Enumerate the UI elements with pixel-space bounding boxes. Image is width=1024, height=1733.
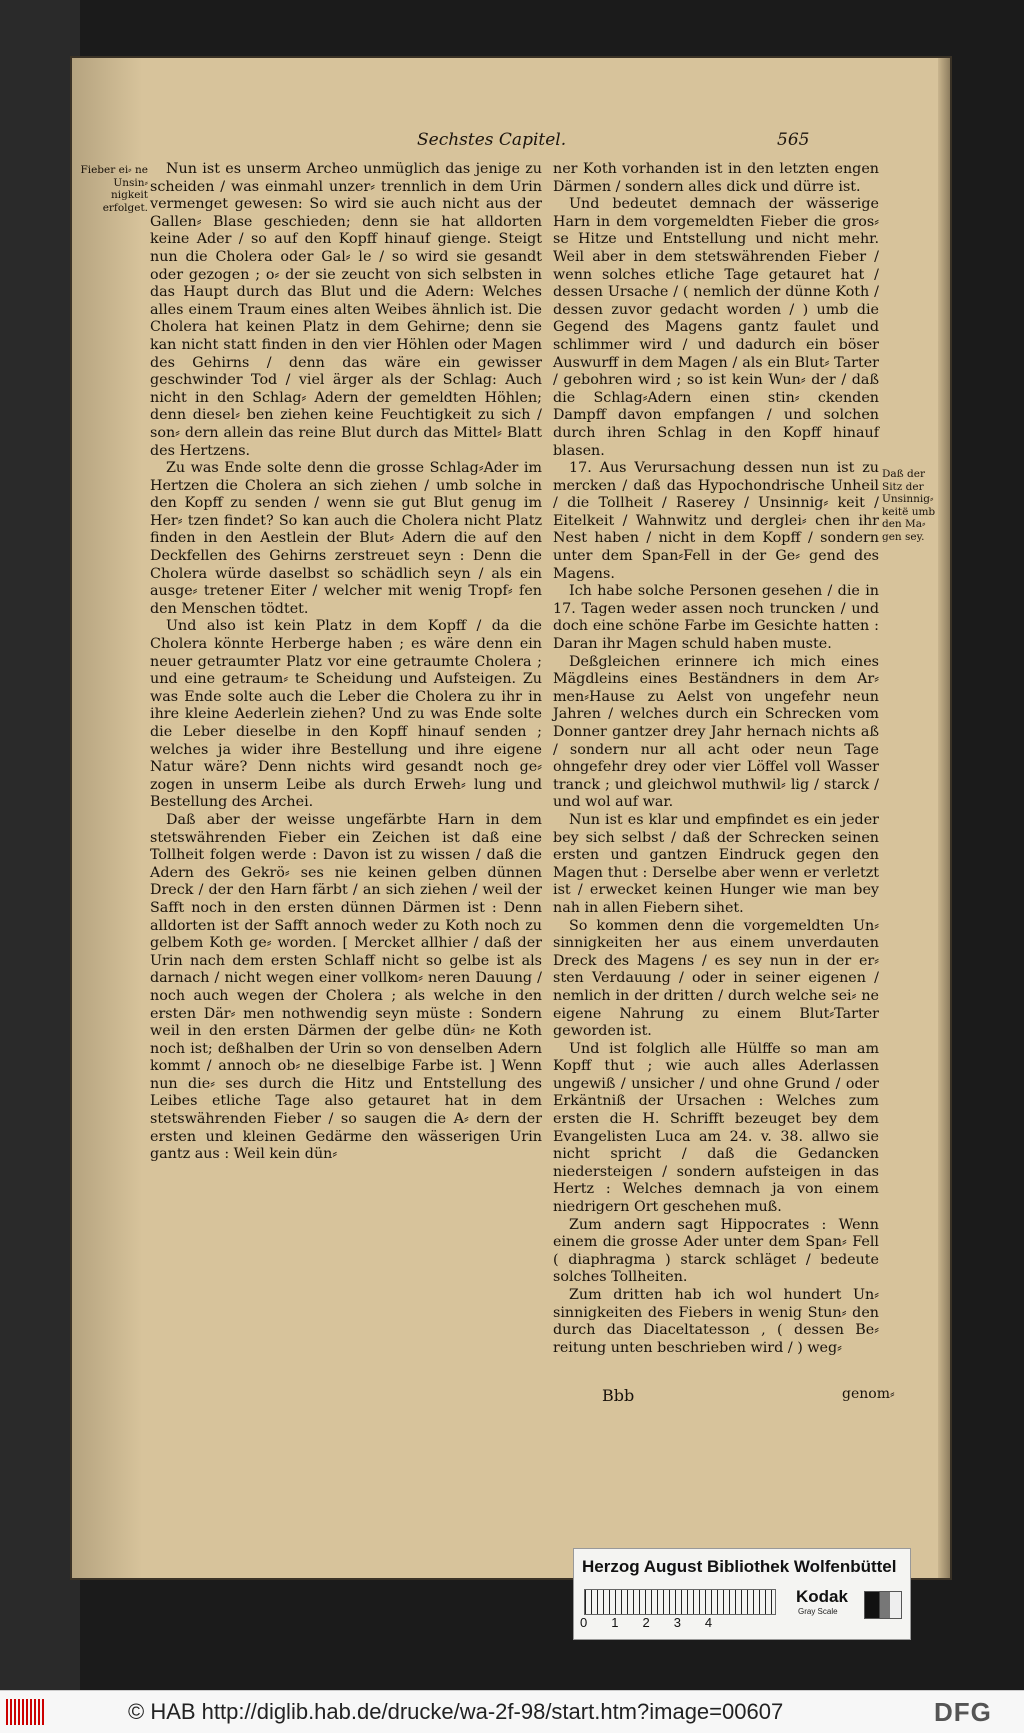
- paragraph: 17. Aus Verursachung dessen nun ist zu mercken / daß das Hypochondrische Unheil / die Tollheit / Raserey / Unsinnig⸗ keit / Eitelkeit / Wahnwitz und derglei⸗ chen ihr Nest haben / nicht in dem Kopff / sondern unter dem Span⸗Fell in der Ge⸗ gend des Magens.: [553, 460, 879, 582]
- signature-mark: Bbb: [602, 1386, 635, 1405]
- ruler-scale: [584, 1589, 776, 1615]
- footer-bar: [0, 1690, 1024, 1733]
- paragraph: Nun ist es klar und empfindet es ein jeder bey sich selbst / daß der Schrecken seinen ersten und gantzen Eindruck gegen den Magen thut : Derselbe aber wenn er verletzt ist / erwecket keinen Hunger wie man bey nah in allen Fiebern sihet.: [553, 811, 879, 916]
- kodak-logo: Kodak: [796, 1587, 848, 1606]
- barcode-icon: [6, 1699, 46, 1725]
- library-color-card: [573, 1548, 911, 1640]
- paragraph: So kommen denn die vorgemeldten Un⸗ sinnigkeiten her aus einem unverdauten Dreck des Magens / es sey nun in der er⸗ sten Verdauung / oder in seiner eigenen / nemlich in der dritten / durch welche sei⸗ ne eigene Nahrung zu einem Blut⸗Tarter geworden ist.: [553, 917, 879, 1040]
- paragraph: Zum andern sagt Hippocrates : Wenn einem die grosse Ader unter dem Span⸗ Fell ( diaphragma ) starck schläget / bedeute solches Tollheiten.: [553, 1216, 879, 1286]
- paragraph: Zu was Ende solte denn die grosse Schlag⸗Ader im Hertzen die Cholera an sich ziehen / umb solche in den Kopff zu senden / wenn sie gut Blut genug im Her⸗ tzen findet? So kan auch die Cholera nicht Platz finden in den Aestlein der Blut⸗ Adern die auf den Deckfellen des Gehirns zerstreuet seyn : Denn die Cholera würde daselbst so schädlich seyn / als ein ausge⸗ tretener Eiter / welcher mit wenig Tropf⸗ fen den Menschen tödtet.: [150, 460, 542, 617]
- book-page: [72, 58, 950, 1578]
- paragraph: Zum dritten hab ich wol hundert Un⸗ sinnigkeiten des Fiebers in wenig Stun⸗ den durch das Diaceltatesson , ( dessen Be⸗ reitung unten beschrieben wird / ) weg⸗: [553, 1287, 879, 1356]
- paragraph: Ich habe solche Personen gesehen / die in 17. Tagen weder assen noch truncken / und doch eine schöne Farbe im Gesichte hatten : Daran ihr Magen schuld haben muste.: [553, 583, 879, 653]
- page-edge: [938, 58, 950, 1578]
- paragraph: Daß aber der weisse ungefärbte Harn in dem stetswährenden Fieber ein Zeichen ist daß eine Tollheit folgen werde : Davon ist zu wissen / daß die Adern des Gekrö⸗ ses nie keinen gelben dünnen Dreck / der den Harn färbt / an sich ziehen / weil der Safft noch in den ersten dünnen Därmen ist : Denn alldorten ist der Safft annoch weder zu Koth noch zu gelbem Koth ge⸗ worden. [ Mercket allhier / daß der Urin nach dem ersten Schlaff nicht so gelbe ist als darnach / nicht wegen einer vollkom⸗ neren Dauung / noch auch wegen der Cholera ; als welche in den ersten Där⸗ men nothwendig seyn müste : Sondern weil in den ersten Därmen der gelbe dün⸗ ne Koth noch ist; deßhalben der Urin so von denselben Adern kommt / annoch ob⸗ ne dieselbige Farbe ist. ] Wenn nun die⸗ ses durch die Hitz und Entstellung des Leibes etliche Tage also getauret hat in dem stetswährenden Fieber / so saugen die A⸗ dern der ersten und kleinen Gedärme den wässerigen Urin gantz aus : Weil kein dün⸗: [150, 811, 542, 1163]
- footer-citation-link[interactable]: © HAB http://diglib.hab.de/drucke/wa-2f-98/start.htm?image=00607: [128, 1699, 784, 1724]
- paragraph: Deßgleichen erinnere ich mich eines Mägdleins eines Beständners in dem Ar⸗ men⸗Hause zu Aelst von ungefehr neun Jahren / welches durch ein Schrecken vom Donner gantzer drey Jahr hernach nichts aß / sondern nur all acht oder neun Tage ohngefehr drey oder vier Löffel voll Wasser tranck ; und gleichwol muthwil⸗ lig / starck / und wol auf war.: [553, 653, 879, 811]
- text-column-left: [150, 161, 542, 1164]
- catchword: genom⸗: [842, 1386, 895, 1402]
- paragraph: Nun ist es unserm Archeo unmüglich das jenige zu scheiden / was einmahl unzer⸗ trennlich in dem Urin vermenget gewesen: So wird sie auch nicht aus der Gallen⸗ Blase geschieden; denn sie hat alldorten keine Ader / so auf den Kopff hinauf gienge. Steigt nun die Cholera oder Gal⸗ le / so wird sie gesandt oder gezogen ; o⸗ der sie zeucht von sich selbsten in das Haupt durch das Blut und die Adern: Welches alles einem Traum eines alten Weibes ähnlich ist. Die Cholera hat keinen Platz in dem Gehirne; denn sie kan nicht statt finden in den vier Höhlen oder Magen des Gehirns / denn das wäre ein gewisser geschwinder Tod / viel ärger als der Schlag: Auch nicht in den Schlag⸗ Adern der gemeldten Höhlen; denn diesel⸗ ben ziehen keine Feuchtigkeit zu sich / son⸗ dern allein das reine Blut durch das Mittel⸗ Blatt des Hertzens.: [150, 161, 542, 459]
- page-header: [72, 130, 950, 154]
- gray-patch: [864, 1591, 902, 1619]
- paragraph: Und ist folglich alle Hülffe so man am Kopff thut ; wie auch alles Aderlassen ungewiß / unsicher / und ohne Grund / oder Erkäntniß der Ursachen : Welches zum ersten die H. Schrifft bezeuget bey dem Evangelisten Luca am 24. v. 38. allwo sie nicht spricht / daß die Gedancken niedersteigen / sondern aufsteigen in das Hertz : Welches demnach ja von einem niedrigern Ort geschehen muß.: [553, 1040, 879, 1216]
- margin-note-right: Daß der Sitz der Unsinnig⸗ keitë umb den Ma⸗ gen sey.: [882, 468, 936, 543]
- dfg-logo: DFG: [934, 1697, 992, 1727]
- scan-background-left: [0, 0, 80, 1690]
- text-column-right: [553, 161, 879, 1357]
- margin-note-left: Fieber ei⸗ ne Unsin⸗ nigkeit erfolget.: [80, 164, 148, 214]
- paragraph: Und bedeutet demnach der wässerige Harn in dem vorgemeldten Fieber die gros⸗ se Hitze und Entstellung und nicht mehr. Weil aber in dem stetswährenden Fieber / wenn solches etliche Tage getauret hat / dessen Ursache / ( nemlich der dünne Koth / dessen zuvor gedacht worden / ) umb die Gegend des Magens gantz faulet und schlimmer wird / und dadurch ein böser Auswurff in dem Magen / als ein Blut⸗ Tarter / gebohren wird ; so ist kein Wun⸗ der / daß die Schlag⸗Adern einen stin⸗ ckenden Dampff davon empfangen / und solchen durch ihren Schlag in den Kopff hinauf blasen.: [553, 196, 879, 459]
- paragraph: ner Koth vorhanden ist in den letzten engen Därmen / sondern alles dick und dürre ist.: [553, 161, 879, 195]
- paragraph: Und also ist kein Platz in dem Kopff / da die Cholera könnte Herberge haben ; es wäre denn ein neuer getraumter Platz vor eine getraumte Cholera ; und eine getraum⸗ te Scheidung und Aufsteigen. Zu was Ende solte auch die Leber die Cholera zu ihr in ihre kleine Aederlein ziehen? Und zu was Ende solte die Leber dieselbe in den Kopff hinauf senden ; welches ja wider ihre Bestellung und ihre eigene Natur wäre? Denn nichts wird gesandt noch ge⸗ zogen in unserm Leibe als durch Erweh⸗ lung und Bestellung des Archei.: [150, 618, 542, 811]
- library-name: Herzog August Bibliothek Wolfenbüttel: [582, 1557, 897, 1576]
- ruler-numbers: 01234: [580, 1615, 737, 1630]
- gray-scale-label: Gray Scale: [798, 1607, 838, 1616]
- page-number: 565: [777, 130, 810, 150]
- page-gutter-shade: [72, 58, 142, 1578]
- running-title: Sechstes Capitel.: [417, 130, 567, 150]
